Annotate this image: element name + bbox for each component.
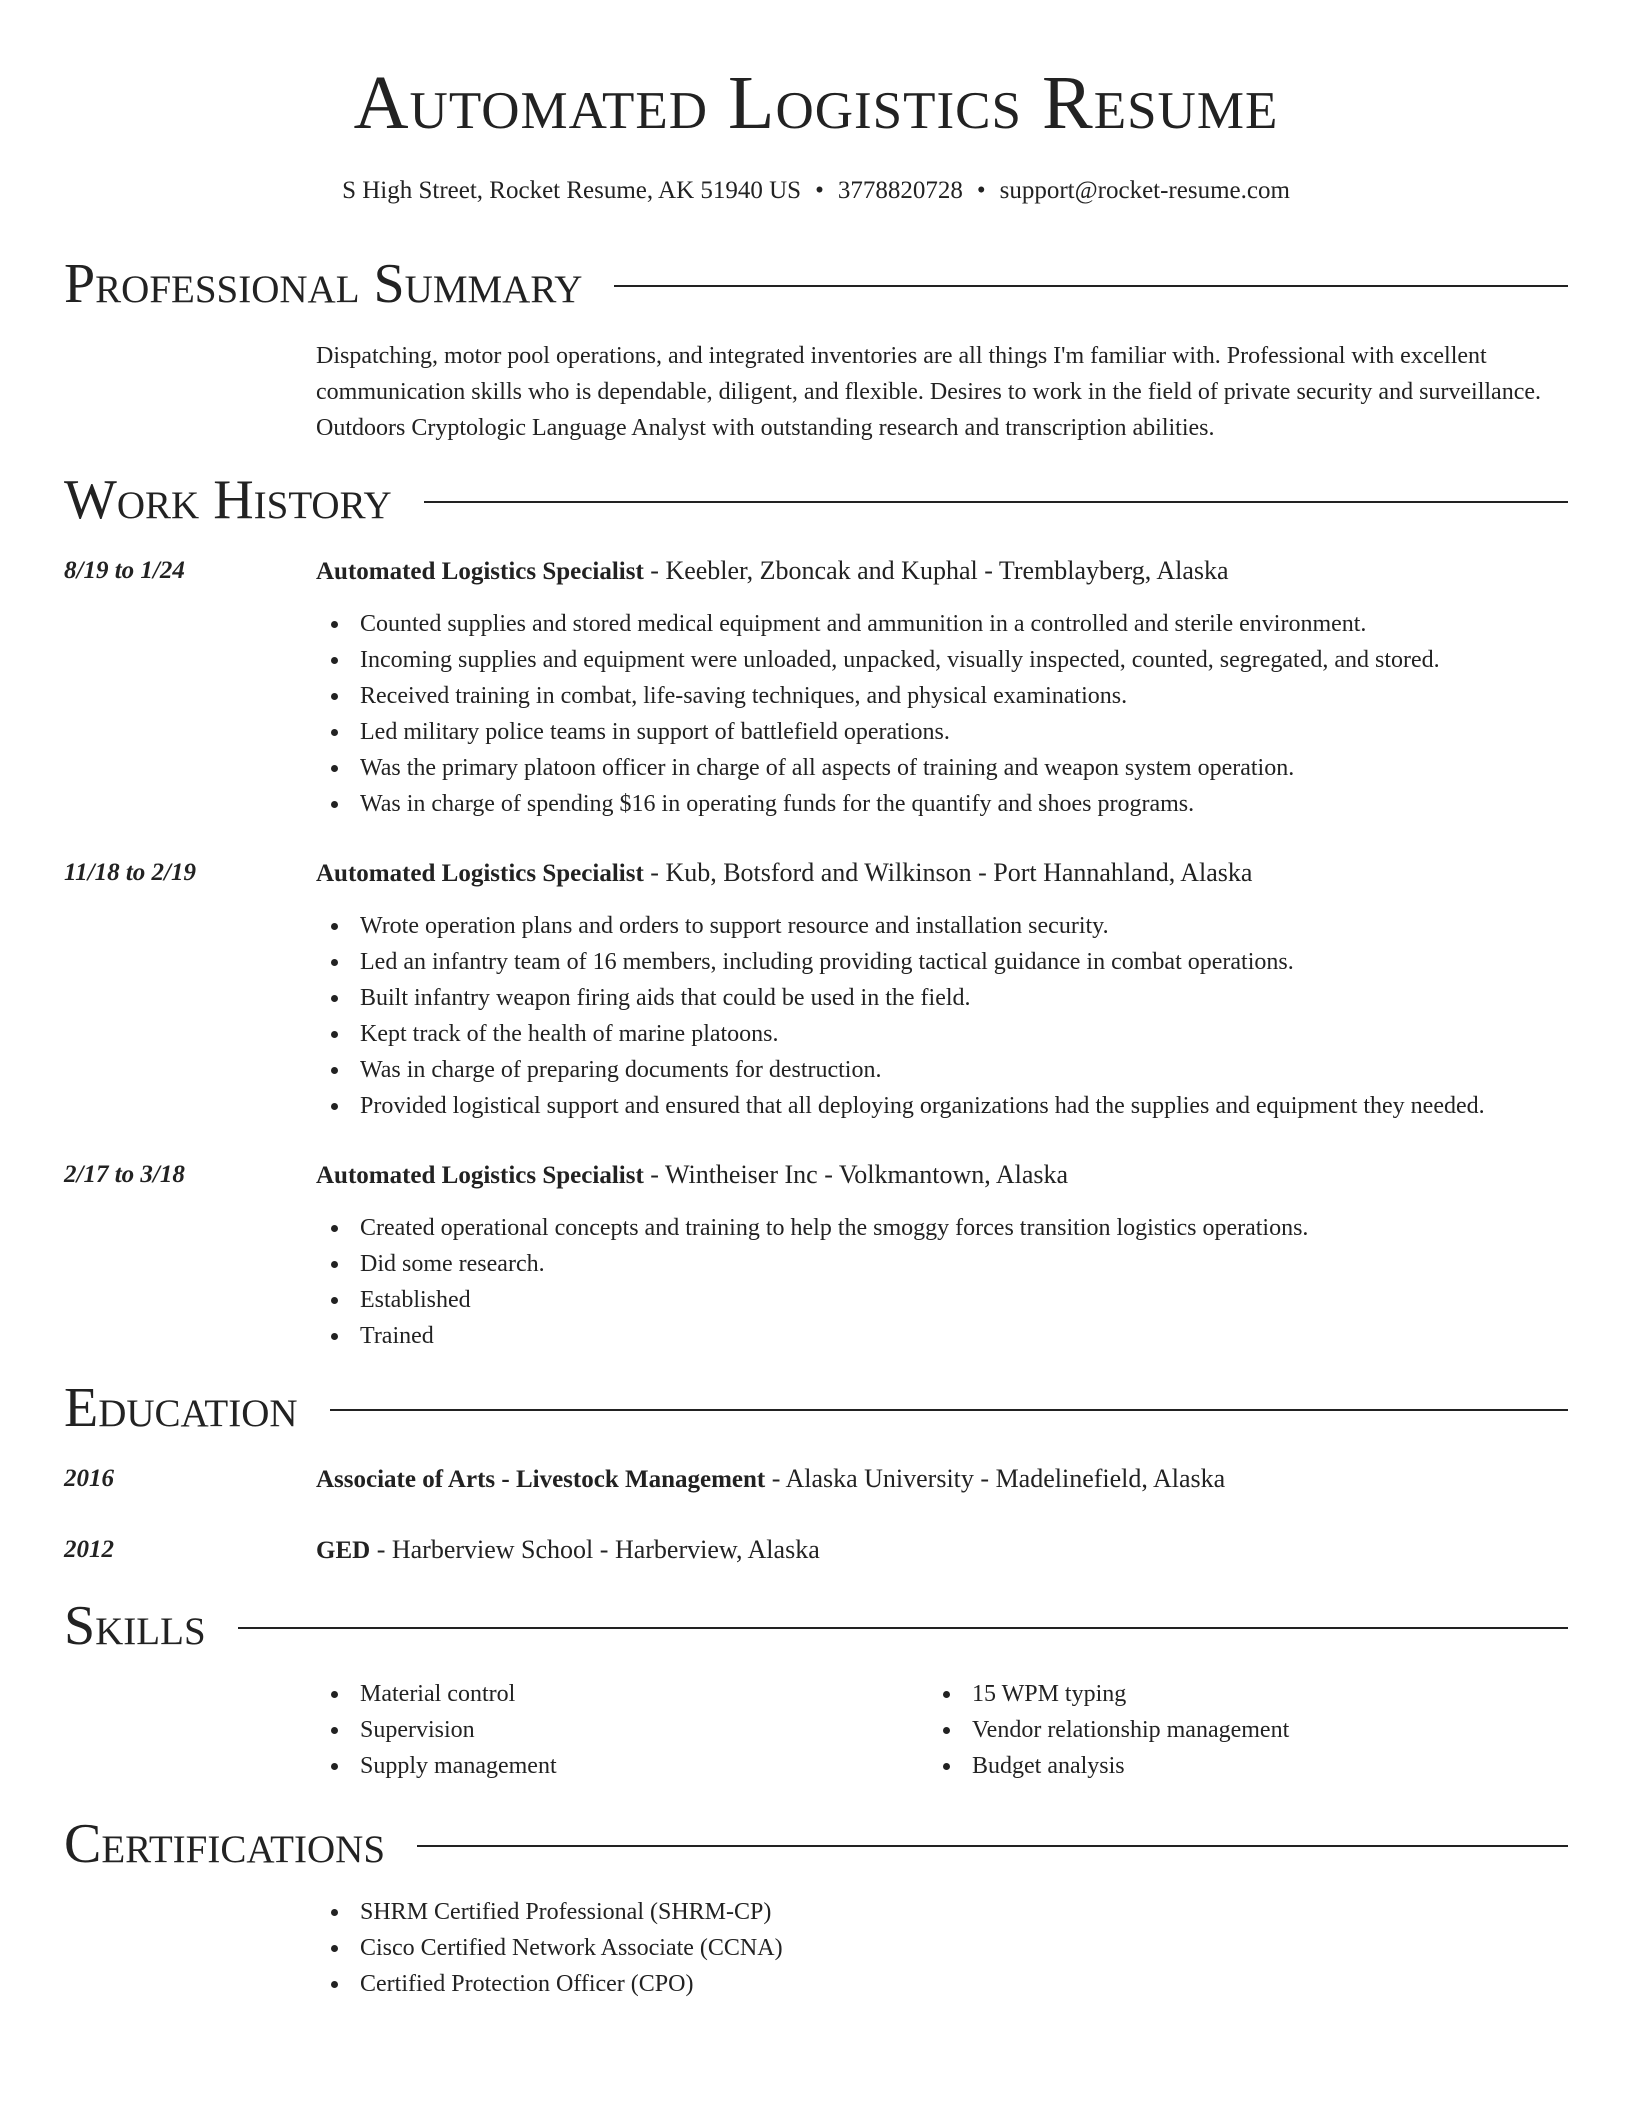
skills-list-right bbox=[928, 1676, 1289, 1784]
certification-item: SHRM Certified Professional (SHRM-CP) bbox=[316, 1894, 783, 1930]
job-title: Automated Logistics Specialist bbox=[316, 558, 644, 585]
education-line bbox=[316, 1533, 1568, 1568]
section-title: Certifications bbox=[64, 1813, 386, 1875]
work-title-line bbox=[316, 856, 1568, 891]
work-bullets bbox=[296, 606, 1632, 822]
list-item: Counted supplies and stored medical equipment and ammunition in a controlled and sterile environment. bbox=[296, 606, 1632, 642]
school-details: - Alaska University - Madelinefield, Alaska bbox=[765, 1464, 1226, 1493]
work-bullets bbox=[296, 1210, 1632, 1354]
job-details: - Kub, Botsford and Wilkinson - Port Hannahland, Alaska bbox=[643, 858, 1253, 887]
job-details: - Keebler, Zboncak and Kuphal - Tremblayberg, Alaska bbox=[643, 556, 1229, 585]
list-item: Led an infantry team of 16 members, including providing tactical guidance in combat operations. bbox=[296, 944, 1632, 980]
list-item: Was the primary platoon officer in charge of all aspects of training and weapon system operation. bbox=[296, 750, 1632, 786]
list-item: Received training in combat, life-saving techniques, and physical examinations. bbox=[296, 678, 1632, 714]
list-item: Incoming supplies and equipment were unloaded, unpacked, visually inspected, counted, segregated, and stored. bbox=[296, 642, 1632, 678]
list-item: Was in charge of spending $16 in operating funds for the quantify and shoes programs. bbox=[296, 786, 1632, 822]
work-dates: 11/18 to 2/19 bbox=[64, 859, 196, 886]
job-title: Automated Logistics Specialist bbox=[316, 1162, 644, 1189]
contact-address: S High Street, Rocket Resume, AK 51940 US bbox=[342, 177, 802, 204]
list-item: Wrote operation plans and orders to support resource and installation security. bbox=[296, 908, 1632, 944]
contact-email: support@rocket-resume.com bbox=[999, 177, 1290, 204]
section-skills-heading bbox=[64, 1594, 1568, 1658]
school-details: - Harberview School - Harberview, Alaska bbox=[370, 1535, 820, 1564]
summary-text: Dispatching, motor pool operations, and integrated inventories are all things I'm familiar with. Professional with excellent communication skills who is dependable, diligent, and flexible. Desires to work in the field of private security and surveillance. Outdoors Cryptologic Language Analyst with outstanding research and transcription abilities. bbox=[316, 343, 1542, 441]
education-year: 2012 bbox=[64, 1536, 114, 1563]
section-summary-heading bbox=[64, 252, 1568, 316]
skill-item: Supply management bbox=[316, 1748, 557, 1784]
skill-item: Supervision bbox=[316, 1712, 557, 1748]
job-details: - Wintheiser Inc - Volkmantown, Alaska bbox=[643, 1160, 1069, 1189]
work-title-line bbox=[316, 554, 1568, 589]
contact-separator: • bbox=[815, 177, 824, 204]
certification-item: Certified Protection Officer (CPO) bbox=[316, 1966, 783, 2002]
resume-title: Automated Logistics Resume bbox=[353, 61, 1279, 145]
job-title: Automated Logistics Specialist bbox=[316, 860, 644, 887]
work-dates: 2/17 to 3/18 bbox=[64, 1161, 185, 1188]
section-divider bbox=[417, 1845, 1568, 1847]
section-title: Professional Summary bbox=[64, 253, 583, 315]
list-item: Established bbox=[296, 1282, 1632, 1318]
section-divider bbox=[238, 1627, 1568, 1629]
certification-item: Cisco Certified Network Associate (CCNA) bbox=[316, 1930, 783, 1966]
section-title: Education bbox=[64, 1377, 298, 1439]
skill-item: Material control bbox=[316, 1676, 557, 1712]
section-education-heading bbox=[64, 1376, 1568, 1440]
section-divider bbox=[614, 285, 1568, 287]
contact-separator: • bbox=[976, 177, 986, 204]
list-item: Led military police teams in support of battlefield operations. bbox=[296, 714, 1632, 750]
list-item: Built infantry weapon firing aids that could be used in the field. bbox=[296, 980, 1632, 1016]
section-work-heading bbox=[64, 468, 1568, 532]
education-year: 2016 bbox=[64, 1465, 114, 1492]
work-dates: 8/19 to 1/24 bbox=[64, 557, 185, 584]
work-bullets bbox=[296, 908, 1632, 1124]
skill-item: Budget analysis bbox=[928, 1748, 1289, 1784]
contact-line bbox=[0, 174, 1632, 208]
certifications-list bbox=[316, 1894, 783, 2002]
work-title-line bbox=[316, 1158, 1568, 1193]
section-certifications-heading bbox=[64, 1812, 1568, 1876]
section-divider bbox=[424, 501, 1568, 503]
education-line bbox=[316, 1462, 1568, 1497]
skill-item: Vendor relationship management bbox=[928, 1712, 1289, 1748]
degree: GED bbox=[316, 1537, 371, 1564]
list-item: Created operational concepts and training to help the smoggy forces transition logistics operations. bbox=[296, 1210, 1632, 1246]
section-title: Skills bbox=[64, 1595, 206, 1657]
list-item: Kept track of the health of marine platoons. bbox=[296, 1016, 1632, 1052]
skill-item: 15 WPM typing bbox=[928, 1676, 1289, 1712]
degree: Associate of Arts - Livestock Management bbox=[316, 1466, 766, 1493]
list-item: Provided logistical support and ensured that all deploying organizations had the supplies and equipment they needed. bbox=[296, 1088, 1632, 1124]
section-title: Work History bbox=[64, 469, 392, 531]
section-divider bbox=[330, 1409, 1568, 1411]
list-item: Did some research. bbox=[296, 1246, 1632, 1282]
list-item: Was in charge of preparing documents for destruction. bbox=[296, 1052, 1632, 1088]
contact-phone: 3778820728 bbox=[837, 177, 963, 204]
skills-list-left bbox=[316, 1676, 557, 1784]
list-item: Trained bbox=[296, 1318, 1632, 1354]
